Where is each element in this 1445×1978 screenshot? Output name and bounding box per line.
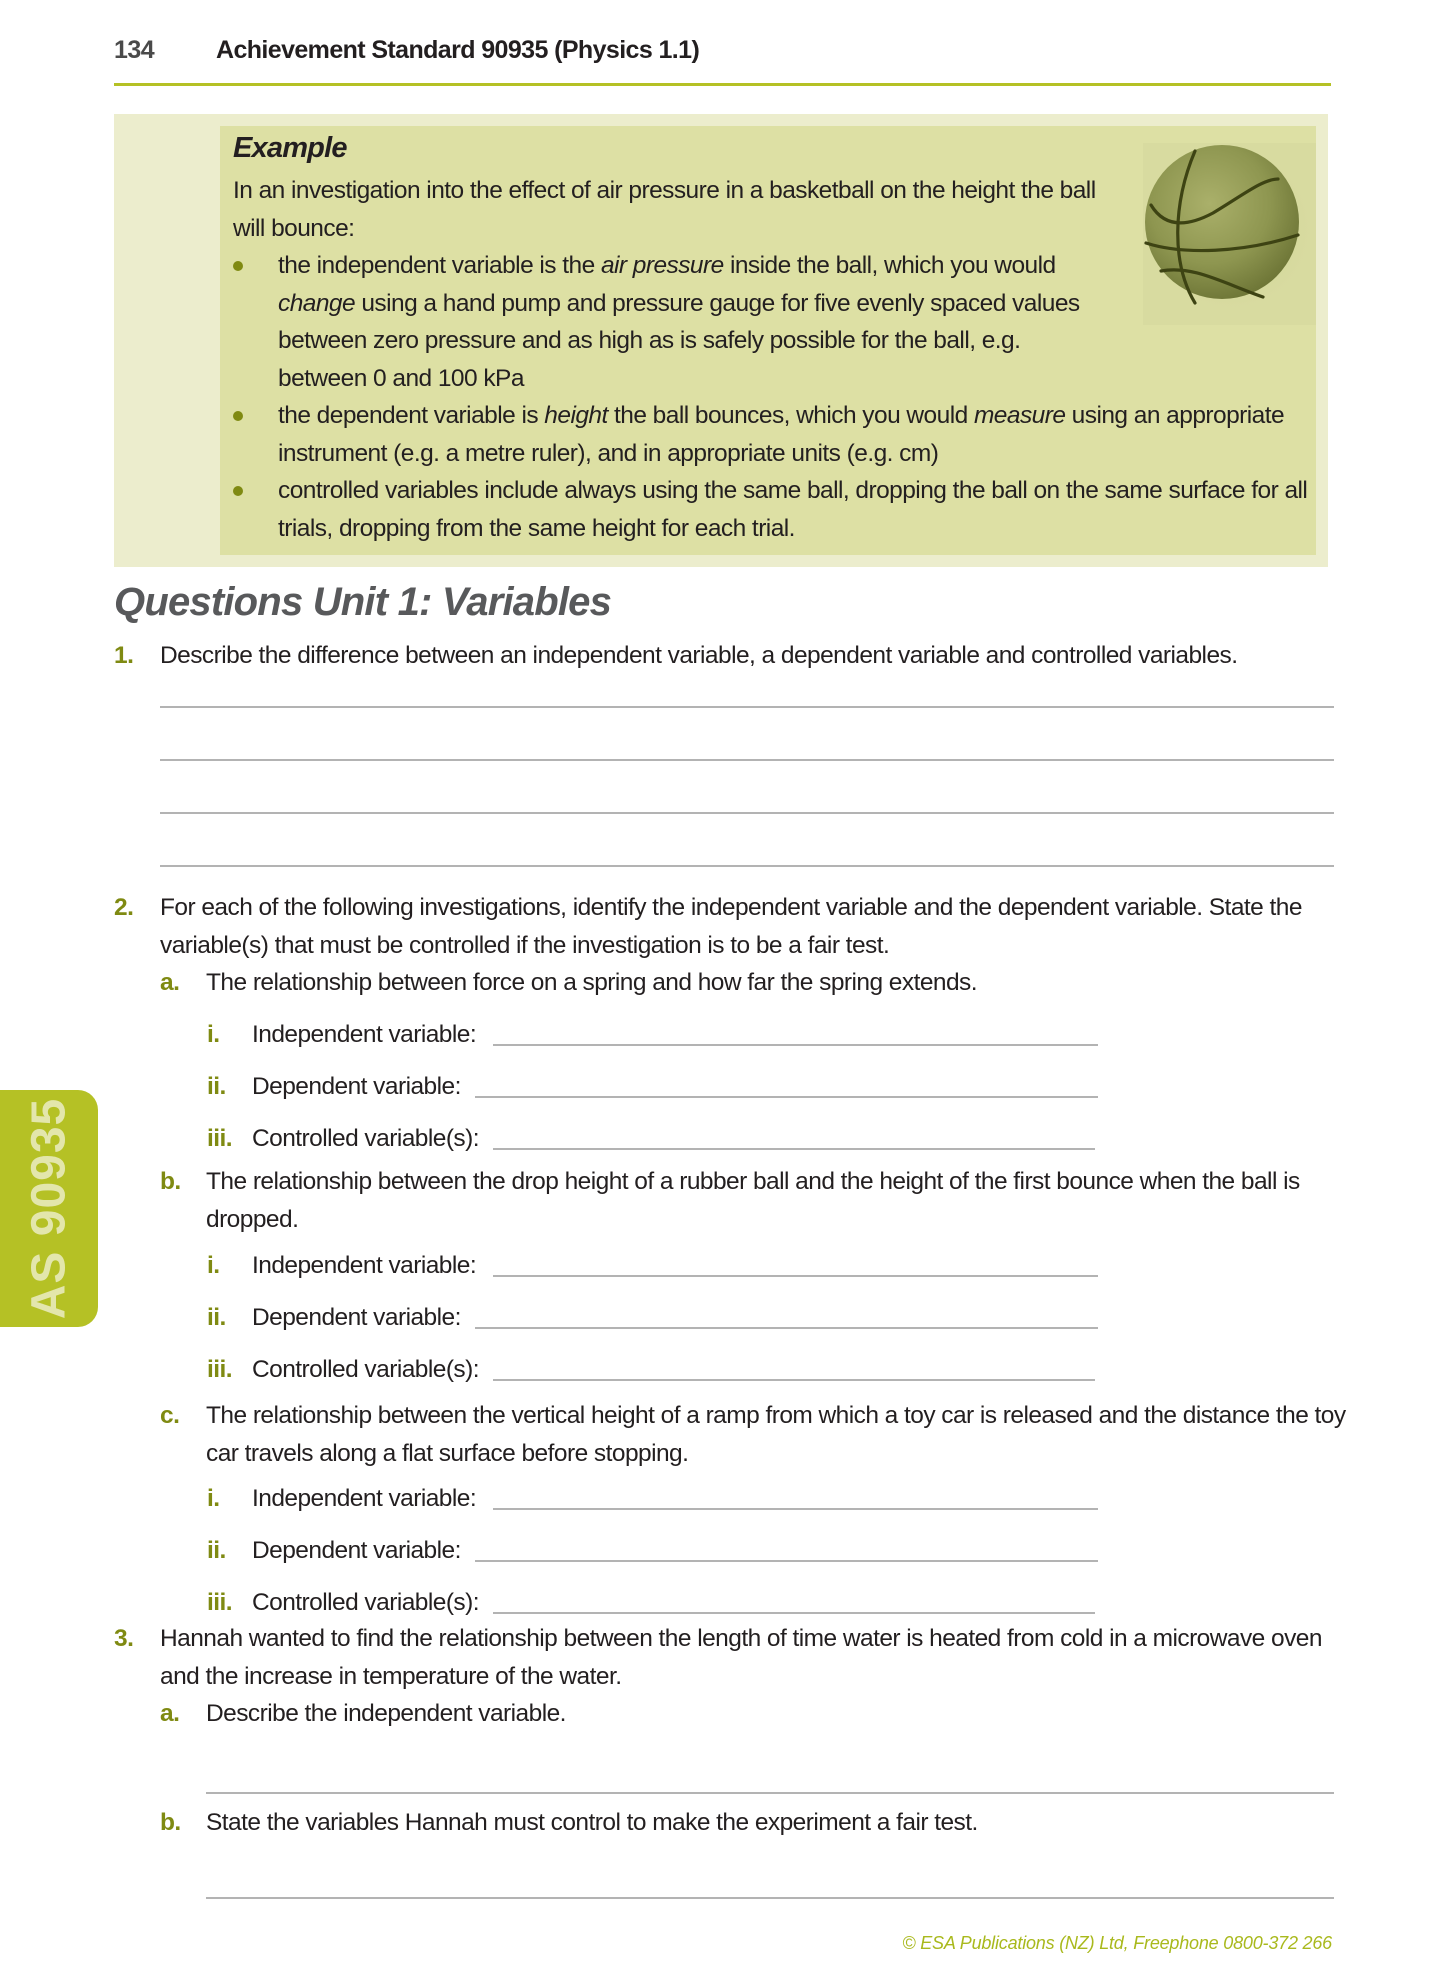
bullet-text: controlled variables include always using the same ball, dropping the ball on the same surface for all trials, dropping from the same height for each trial. [278,477,1308,542]
bullet-text: the dependent variable is [278,402,545,429]
part-2b-text: The relationship between the drop height of a rubber ball and the height of the first bounce when the ball is dropped. [206,1168,1300,1233]
side-tab-label-wrapper [0,1090,98,1327]
part-letter: b. [160,1809,181,1836]
question-3-text: Hannah wanted to find the relationship between the length of time water is heated from cold in a microwave oven and the increase in temperature of the water. [160,1625,1322,1690]
example-intro: In an investigation into the effect of air pressure in a basketball on the height the ball will bounce: [233,177,1096,242]
example-bullet [233,247,1113,397]
footer-copyright: © ESA Publications (NZ) Ltd, Freephone 0800-372 266 [902,1933,1332,1953]
bullet-text: using an appropriate instrument (e.g. a metre ruler), and in appropriate units (e.g. cm) [278,402,1285,467]
bullet-emphasis: air pressure [600,252,724,279]
page-number: 134 [114,36,155,64]
basketball-image [1143,143,1316,325]
sub-numeral: ii. [207,1073,226,1100]
bullet-text: the independent variable is the [278,252,601,279]
independent-variable-field[interactable] [493,1508,1098,1510]
part-letter: a. [160,969,180,996]
sub-numeral: ii. [207,1537,226,1564]
part-3b-text: State the variables Hannah must control to make the experiment a fair test. [206,1809,978,1836]
field-label: Independent variable: [252,1485,477,1512]
answer-line[interactable] [160,706,1334,708]
field-label: Dependent variable: [252,1537,461,1564]
example-title: Example [233,132,347,164]
controlled-variables-field[interactable] [493,1379,1095,1381]
running-title: Achievement Standard 90935 (Physics 1.1) [216,36,700,64]
bullet-icon [233,261,243,271]
field-label: Independent variable: [252,1021,477,1048]
example-bullet [233,397,1308,472]
part-letter: c. [160,1402,180,1429]
dependent-variable-field[interactable] [475,1560,1098,1562]
question-2-text: For each of the following investigations, identify the independent variable and the dependent variable. State the variable(s) that must be controlled if the investigation is to be a fair test. [160,894,1302,959]
bullet-emphasis: height [544,402,608,429]
bullet-text: inside the ball, which you would [723,252,1056,279]
question-1-text: Describe the difference between an independent variable, a dependent variable and controlled variables. [160,642,1238,669]
sub-numeral: iii. [207,1125,233,1152]
field-label: Controlled variable(s): [252,1125,480,1152]
part-3a-text: Describe the independent variable. [206,1700,566,1727]
field-label: Dependent variable: [252,1304,461,1331]
section-title: Questions Unit 1: Variables [114,580,612,624]
part-letter: b. [160,1168,181,1195]
sub-numeral: i. [207,1252,220,1279]
sub-numeral: ii. [207,1304,226,1331]
sub-numeral: iii. [207,1589,233,1616]
answer-line[interactable] [160,812,1334,814]
controlled-variables-field[interactable] [493,1148,1095,1150]
part-letter: a. [160,1700,180,1727]
question-number: 3. [114,1625,134,1652]
answer-line[interactable] [160,865,1334,867]
answer-line[interactable] [206,1897,1334,1899]
sub-numeral: iii. [207,1356,233,1383]
dependent-variable-field[interactable] [475,1096,1098,1098]
sub-numeral: i. [207,1485,220,1512]
part-2a-text: The relationship between force on a spring and how far the spring extends. [206,969,978,996]
bullet-emphasis: measure [973,402,1066,429]
field-label: Dependent variable: [252,1073,461,1100]
part-2c-text: The relationship between the vertical height of a ramp from which a toy car is released and the distance the toy car travels along a flat surface before stopping. [206,1402,1346,1467]
example-bullet [233,472,1338,547]
question-number: 2. [114,894,134,921]
bullet-icon [233,411,243,421]
field-label: Controlled variable(s): [252,1589,480,1616]
header-divider [114,83,1331,86]
question-number: 1. [114,642,134,669]
field-label: Controlled variable(s): [252,1356,480,1383]
bullet-text: the ball bounces, which you would [607,402,974,429]
field-label: Independent variable: [252,1252,477,1279]
independent-variable-field[interactable] [493,1275,1098,1277]
answer-line[interactable] [206,1792,1334,1794]
basketball-icon [1143,143,1316,325]
bullet-text: using a hand pump and pressure gauge for five evenly spaced values between zero pressure and as high as is safely possible for the ball, e.g. between 0 and 100 kPa [278,289,1080,392]
controlled-variables-field[interactable] [493,1612,1095,1614]
dependent-variable-field[interactable] [475,1327,1098,1329]
bullet-emphasis: change [278,289,356,317]
bullet-icon [233,486,243,496]
side-tab-label: AS 90935 [22,1097,76,1320]
independent-variable-field[interactable] [493,1044,1098,1046]
sub-numeral: i. [207,1021,220,1048]
answer-line[interactable] [160,759,1334,761]
